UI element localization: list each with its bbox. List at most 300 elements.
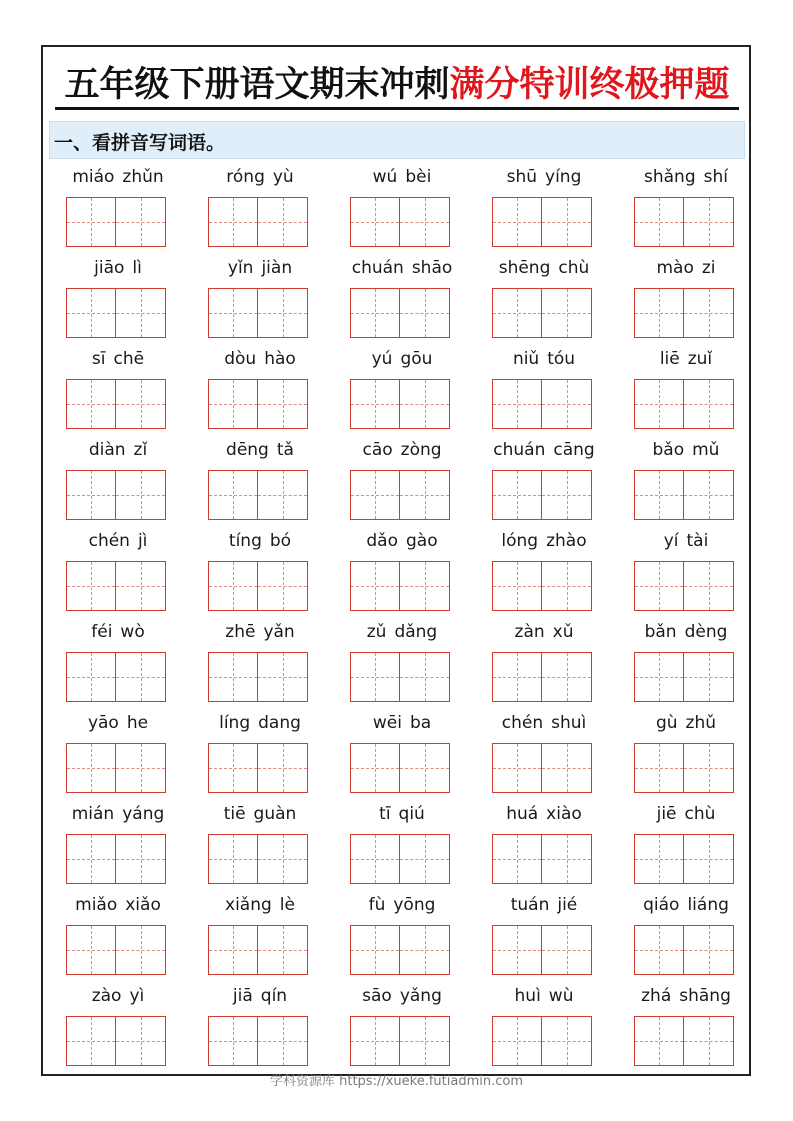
character-writing-box[interactable] [400, 652, 450, 702]
character-writing-box[interactable] [634, 652, 684, 702]
pinyin-prompt [488, 986, 600, 1012]
guide-line-horizontal [542, 677, 591, 678]
guide-line-horizontal [209, 404, 257, 405]
guide-line-horizontal [493, 1041, 541, 1042]
pinyin-prompt [630, 804, 742, 830]
pinyin-prompt [346, 622, 458, 648]
pinyin-syllable: chù [558, 258, 590, 278]
character-writing-box[interactable] [492, 1016, 542, 1066]
exercise-item [346, 167, 458, 257]
character-writing-box[interactable] [350, 652, 400, 702]
character-writing-box[interactable] [684, 561, 734, 611]
pinyin-syllable: dang [258, 713, 301, 733]
pinyin-syllable: yōng [393, 895, 436, 915]
character-writing-box[interactable] [66, 925, 116, 975]
pinyin-prompt [346, 531, 458, 557]
character-writing-box[interactable] [258, 288, 308, 338]
guide-line-horizontal [209, 677, 257, 678]
writing-boxes [492, 743, 592, 793]
guide-line-horizontal [635, 1041, 683, 1042]
pinyin-syllable: jì [137, 531, 148, 551]
pinyin-syllable: dèng [684, 622, 728, 642]
pinyin-syllable: zàn [514, 622, 545, 642]
character-writing-box[interactable] [66, 470, 116, 520]
character-writing-box[interactable] [66, 561, 116, 611]
pinyin-syllable: bǎn [644, 622, 677, 642]
guide-line-horizontal [684, 859, 733, 860]
section-label: 一、看拼音写词语。 [54, 132, 226, 154]
character-writing-box[interactable] [400, 561, 450, 611]
writing-boxes [492, 197, 592, 247]
guide-line-horizontal [116, 859, 165, 860]
guide-line-horizontal [542, 222, 591, 223]
exercise-item [630, 531, 742, 621]
character-writing-box[interactable] [492, 652, 542, 702]
guide-line-horizontal [542, 404, 591, 405]
guide-line-horizontal [684, 677, 733, 678]
guide-line-horizontal [258, 1041, 307, 1042]
character-writing-box[interactable] [116, 197, 166, 247]
pinyin-syllable: xǔ [552, 622, 574, 642]
pinyin-syllable: qín [260, 986, 288, 1006]
character-writing-box[interactable] [492, 197, 542, 247]
character-writing-box[interactable] [66, 834, 116, 884]
pinyin-syllable: liē [659, 349, 680, 369]
exercise-item [630, 167, 742, 257]
character-writing-box[interactable] [116, 834, 166, 884]
character-writing-box[interactable] [542, 743, 592, 793]
worksheet-title [55, 61, 739, 105]
guide-line-horizontal [635, 950, 683, 951]
guide-line-horizontal [400, 950, 449, 951]
pinyin-prompt [630, 622, 742, 648]
pinyin-prompt [62, 713, 174, 739]
pinyin-prompt [630, 349, 742, 375]
pinyin-syllable: chén [88, 531, 130, 551]
guide-line-horizontal [542, 586, 591, 587]
section-header [49, 121, 745, 159]
pinyin-syllable: cāng [553, 440, 595, 460]
character-writing-box[interactable] [492, 834, 542, 884]
guide-line-horizontal [400, 1041, 449, 1042]
writing-boxes [208, 834, 308, 884]
guide-line-horizontal [684, 1041, 733, 1042]
character-writing-box[interactable] [208, 652, 258, 702]
guide-line-horizontal [258, 677, 307, 678]
character-writing-box[interactable] [684, 288, 734, 338]
writing-boxes [350, 470, 450, 520]
guide-line-horizontal [635, 404, 683, 405]
character-writing-box[interactable] [400, 925, 450, 975]
pinyin-prompt [62, 622, 174, 648]
guide-line-horizontal [258, 495, 307, 496]
character-writing-box[interactable] [492, 470, 542, 520]
pinyin-syllable: mián [71, 804, 115, 824]
pinyin-syllable: huì [514, 986, 541, 1006]
character-writing-box[interactable] [400, 1016, 450, 1066]
pinyin-syllable: líng [219, 713, 251, 733]
guide-line-horizontal [542, 768, 591, 769]
character-writing-box[interactable] [66, 197, 116, 247]
pinyin-syllable: yǐn [227, 258, 254, 278]
character-writing-box[interactable] [542, 834, 592, 884]
character-writing-box[interactable] [258, 925, 308, 975]
character-writing-box[interactable] [400, 743, 450, 793]
guide-line-horizontal [351, 768, 399, 769]
character-writing-box[interactable] [258, 743, 308, 793]
writing-boxes [350, 925, 450, 975]
character-writing-box[interactable] [116, 925, 166, 975]
pinyin-syllable: bó [269, 531, 292, 551]
pinyin-syllable: zhǔ [685, 713, 717, 733]
pinyin-syllable: huá [506, 804, 539, 824]
exercise-item [62, 986, 174, 1076]
guide-line-horizontal [542, 313, 591, 314]
pinyin-prompt [346, 440, 458, 466]
character-writing-box[interactable] [684, 470, 734, 520]
guide-line-horizontal [400, 404, 449, 405]
character-writing-box[interactable] [634, 470, 684, 520]
writing-boxes [66, 561, 166, 611]
exercise-item [488, 258, 600, 348]
character-writing-box[interactable] [684, 743, 734, 793]
watermark: 学科资源库 https://xueke.futiadmin.com [269, 1074, 523, 1089]
guide-line-horizontal [116, 768, 165, 769]
pinyin-syllable: zhē [225, 622, 256, 642]
guide-line-horizontal [258, 768, 307, 769]
character-writing-box[interactable] [634, 379, 684, 429]
character-writing-box[interactable] [492, 925, 542, 975]
guide-line-horizontal [542, 1041, 591, 1042]
writing-boxes [350, 743, 450, 793]
pinyin-syllable: miáo [72, 167, 115, 187]
guide-line-horizontal [258, 404, 307, 405]
pinyin-syllable: yǎn [263, 622, 295, 642]
guide-line-horizontal [116, 677, 165, 678]
guide-line-horizontal [258, 222, 307, 223]
character-writing-box[interactable] [116, 379, 166, 429]
pinyin-prompt [488, 258, 600, 284]
character-writing-box[interactable] [258, 470, 308, 520]
writing-boxes [634, 197, 734, 247]
pinyin-syllable: tài [686, 531, 709, 551]
writing-boxes [492, 288, 592, 338]
guide-line-horizontal [116, 404, 165, 405]
character-writing-box[interactable] [116, 1016, 166, 1066]
character-writing-box[interactable] [208, 743, 258, 793]
character-writing-box[interactable] [350, 470, 400, 520]
pinyin-syllable: mǔ [692, 440, 720, 460]
pinyin-syllable: dǎng [394, 622, 438, 642]
guide-line-horizontal [116, 222, 165, 223]
guide-line-horizontal [635, 586, 683, 587]
character-writing-box[interactable] [208, 379, 258, 429]
guide-line-horizontal [493, 313, 541, 314]
pinyin-prompt [204, 895, 316, 921]
guide-line-horizontal [400, 677, 449, 678]
character-writing-box[interactable] [258, 834, 308, 884]
character-writing-box[interactable] [66, 379, 116, 429]
writing-boxes [66, 834, 166, 884]
guide-line-horizontal [351, 222, 399, 223]
character-writing-box[interactable] [634, 1016, 684, 1066]
exercise-item [62, 531, 174, 621]
pinyin-prompt [204, 622, 316, 648]
character-writing-box[interactable] [66, 1016, 116, 1066]
title-red-part: 满分特训终极押题 [449, 64, 730, 105]
exercise-item [630, 440, 742, 530]
writing-boxes [492, 379, 592, 429]
character-writing-box[interactable] [208, 925, 258, 975]
guide-line-horizontal [67, 404, 115, 405]
character-writing-box[interactable] [350, 197, 400, 247]
character-writing-box[interactable] [400, 197, 450, 247]
pinyin-prompt [346, 895, 458, 921]
guide-line-horizontal [493, 677, 541, 678]
exercise-item [204, 531, 316, 621]
character-writing-box[interactable] [350, 834, 400, 884]
character-writing-box[interactable] [492, 379, 542, 429]
character-writing-box[interactable] [684, 925, 734, 975]
character-writing-box[interactable] [542, 379, 592, 429]
character-writing-box[interactable] [542, 197, 592, 247]
pinyin-syllable: róng [226, 167, 265, 187]
pinyin-syllable: lì [132, 258, 142, 278]
exercise-item [204, 986, 316, 1076]
character-writing-box[interactable] [542, 1016, 592, 1066]
exercise-item [204, 804, 316, 894]
pinyin-prompt [346, 986, 458, 1012]
writing-boxes [208, 470, 308, 520]
character-writing-box[interactable] [258, 652, 308, 702]
exercise-item [488, 440, 600, 530]
character-writing-box[interactable] [492, 743, 542, 793]
exercise-item [488, 349, 600, 439]
pinyin-syllable: wú [372, 167, 398, 187]
character-writing-box[interactable] [634, 288, 684, 338]
character-writing-box[interactable] [634, 561, 684, 611]
guide-line-horizontal [67, 950, 115, 951]
pinyin-syllable: shēng [498, 258, 551, 278]
guide-line-horizontal [635, 495, 683, 496]
guide-line-horizontal [258, 859, 307, 860]
character-writing-box[interactable] [634, 834, 684, 884]
character-writing-box[interactable] [492, 561, 542, 611]
pinyin-syllable: tóu [547, 349, 576, 369]
pinyin-syllable: guàn [253, 804, 297, 824]
pinyin-prompt [346, 167, 458, 193]
writing-boxes [492, 561, 592, 611]
guide-line-horizontal [542, 950, 591, 951]
writing-boxes [208, 288, 308, 338]
pinyin-prompt [204, 713, 316, 739]
character-writing-box[interactable] [684, 652, 734, 702]
pinyin-prompt [630, 258, 742, 284]
pinyin-syllable: tī [379, 804, 391, 824]
guide-line-horizontal [351, 1041, 399, 1042]
exercise-item [62, 349, 174, 439]
pinyin-exercise-grid [62, 167, 742, 1072]
guide-line-horizontal [684, 404, 733, 405]
pinyin-syllable: xiào [546, 804, 582, 824]
character-writing-box[interactable] [66, 743, 116, 793]
character-writing-box[interactable] [208, 197, 258, 247]
pinyin-syllable: lè [279, 895, 295, 915]
writing-boxes [208, 925, 308, 975]
guide-line-horizontal [684, 222, 733, 223]
writing-boxes [350, 561, 450, 611]
pinyin-prompt [62, 531, 174, 557]
character-writing-box[interactable] [116, 743, 166, 793]
writing-boxes [350, 1016, 450, 1066]
guide-line-horizontal [684, 768, 733, 769]
writing-boxes [492, 834, 592, 884]
pinyin-prompt [204, 531, 316, 557]
pinyin-syllable: ba [409, 713, 432, 733]
character-writing-box[interactable] [350, 561, 400, 611]
pinyin-syllable: wēi [372, 713, 402, 733]
pinyin-prompt [62, 895, 174, 921]
character-writing-box[interactable] [400, 379, 450, 429]
writing-boxes [350, 197, 450, 247]
writing-boxes [208, 561, 308, 611]
character-writing-box[interactable] [66, 288, 116, 338]
character-writing-box[interactable] [400, 470, 450, 520]
character-writing-box[interactable] [208, 561, 258, 611]
character-writing-box[interactable] [116, 470, 166, 520]
pinyin-syllable: jiē [656, 804, 677, 824]
pinyin-syllable: chén [501, 713, 544, 733]
pinyin-syllable: zuǐ [687, 349, 713, 369]
writing-boxes [634, 561, 734, 611]
exercise-item [630, 804, 742, 894]
pinyin-syllable: tiē [223, 804, 246, 824]
pinyin-syllable: qiú [398, 804, 425, 824]
pinyin-prompt [62, 986, 174, 1012]
exercise-item [204, 167, 316, 257]
character-writing-box[interactable] [208, 834, 258, 884]
pinyin-prompt [62, 349, 174, 375]
character-writing-box[interactable] [258, 379, 308, 429]
exercise-item [346, 440, 458, 530]
pinyin-prompt [204, 349, 316, 375]
pinyin-syllable: dēng [226, 440, 269, 460]
pinyin-syllable: dǎo [366, 531, 398, 551]
exercise-item [204, 713, 316, 803]
character-writing-box[interactable] [258, 561, 308, 611]
pinyin-prompt [630, 440, 742, 466]
character-writing-box[interactable] [350, 925, 400, 975]
guide-line-horizontal [400, 495, 449, 496]
exercise-item [62, 167, 174, 257]
guide-line-horizontal [542, 495, 591, 496]
character-writing-box[interactable] [350, 288, 400, 338]
guide-line-horizontal [635, 313, 683, 314]
guide-line-horizontal [116, 495, 165, 496]
character-writing-box[interactable] [400, 288, 450, 338]
writing-boxes [66, 470, 166, 520]
character-writing-box[interactable] [400, 834, 450, 884]
guide-line-horizontal [400, 222, 449, 223]
character-writing-box[interactable] [542, 288, 592, 338]
guide-line-horizontal [67, 313, 115, 314]
pinyin-syllable: yǎng [399, 986, 442, 1006]
character-writing-box[interactable] [116, 561, 166, 611]
writing-boxes [492, 652, 592, 702]
pinyin-syllable: qiáo [643, 895, 680, 915]
character-writing-box[interactable] [116, 652, 166, 702]
character-writing-box[interactable] [208, 288, 258, 338]
character-writing-box[interactable] [116, 288, 166, 338]
title-underline [55, 107, 739, 110]
pinyin-prompt [488, 804, 600, 830]
character-writing-box[interactable] [542, 561, 592, 611]
character-writing-box[interactable] [258, 1016, 308, 1066]
exercise-item [488, 622, 600, 712]
pinyin-syllable: tíng [228, 531, 262, 551]
writing-boxes [350, 288, 450, 338]
character-writing-box[interactable] [350, 1016, 400, 1066]
guide-line-horizontal [351, 859, 399, 860]
pinyin-syllable: dòu [224, 349, 257, 369]
character-writing-box[interactable] [208, 1016, 258, 1066]
exercise-item [346, 349, 458, 439]
pinyin-syllable: zhào [546, 531, 587, 551]
writing-boxes [66, 652, 166, 702]
character-writing-box[interactable] [684, 379, 734, 429]
pinyin-syllable: chù [684, 804, 716, 824]
character-writing-box[interactable] [542, 652, 592, 702]
writing-boxes [634, 743, 734, 793]
character-writing-box[interactable] [634, 925, 684, 975]
character-writing-box[interactable] [258, 197, 308, 247]
exercise-item [62, 258, 174, 348]
guide-line-horizontal [116, 1041, 165, 1042]
character-writing-box[interactable] [634, 197, 684, 247]
pinyin-syllable: yíng [545, 167, 582, 187]
writing-boxes [634, 925, 734, 975]
pinyin-syllable: zǔ [366, 622, 387, 642]
title-black-part: 五年级下册语文期末冲刺 [64, 64, 450, 105]
character-writing-box[interactable] [208, 470, 258, 520]
guide-line-horizontal [67, 586, 115, 587]
pinyin-syllable: jiāo [94, 258, 125, 278]
writing-boxes [634, 288, 734, 338]
character-writing-box[interactable] [542, 925, 592, 975]
character-writing-box[interactable] [492, 288, 542, 338]
pinyin-syllable: shū [506, 167, 538, 187]
pinyin-syllable: zi [701, 258, 716, 278]
exercise-item [630, 895, 742, 985]
character-writing-box[interactable] [542, 470, 592, 520]
character-writing-box[interactable] [684, 1016, 734, 1066]
pinyin-syllable: sī [91, 349, 106, 369]
pinyin-syllable: zǐ [133, 440, 148, 460]
character-writing-box[interactable] [684, 197, 734, 247]
guide-line-horizontal [635, 859, 683, 860]
pinyin-syllable: lóng [501, 531, 539, 551]
character-writing-box[interactable] [350, 379, 400, 429]
character-writing-box[interactable] [634, 743, 684, 793]
guide-line-horizontal [258, 586, 307, 587]
guide-line-horizontal [684, 495, 733, 496]
guide-line-horizontal [400, 313, 449, 314]
guide-line-horizontal [67, 495, 115, 496]
pinyin-prompt [62, 440, 174, 466]
character-writing-box[interactable] [684, 834, 734, 884]
character-writing-box[interactable] [350, 743, 400, 793]
character-writing-box[interactable] [66, 652, 116, 702]
